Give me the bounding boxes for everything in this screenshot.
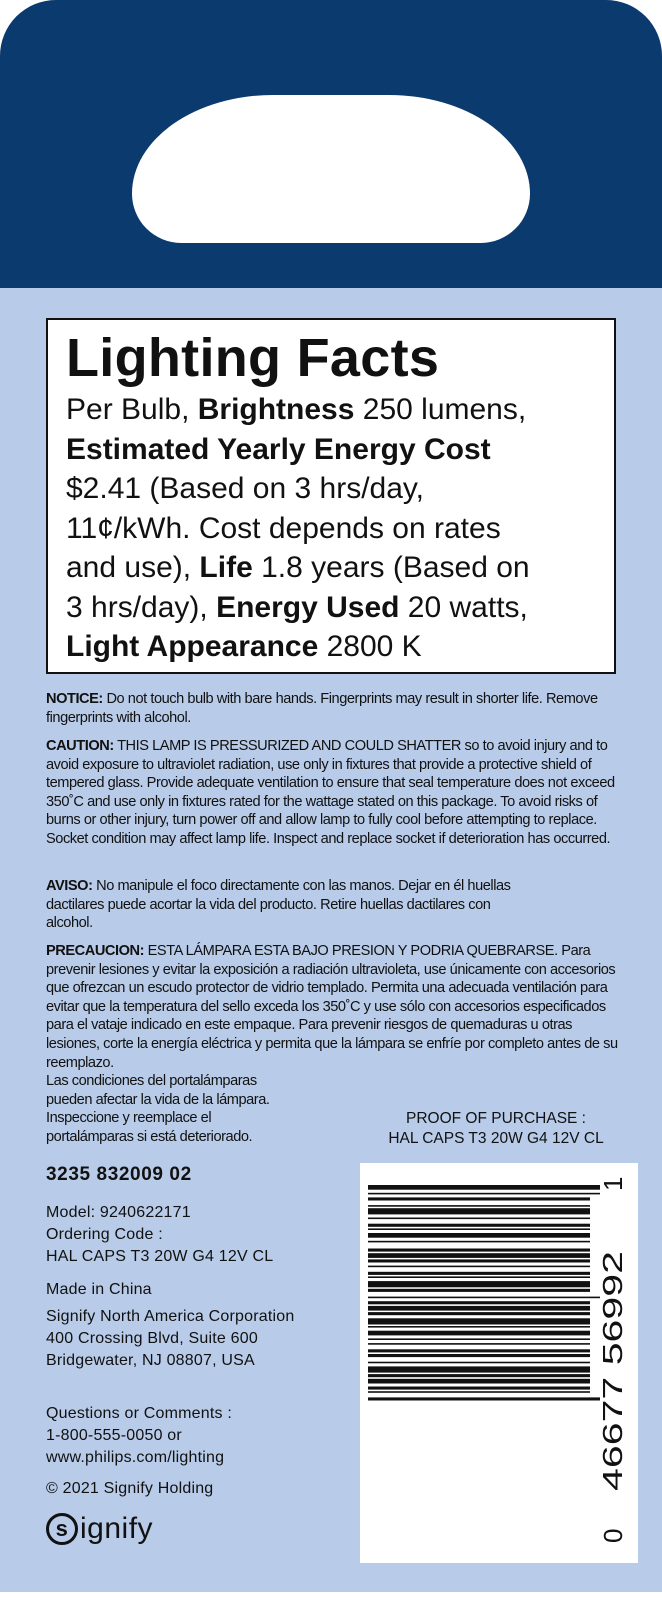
barcode-bar: [368, 1387, 590, 1390]
barcode-bar: [368, 1354, 590, 1357]
precaucion-text: PRECAUCION: ESTA LÁMPARA ESTA BAJO PRESION Y PODRIA QUEBRARSE. Para prevenir lesiones y evitar la exposición a radiación ultravioleta, use únicamente con accesorios que ofrezcan un escudo protector de vidrio templado. Permita una adecuada ventilación para evitar que la temperatura del sello exceda los 350˚C y use sólo con accesorios especificados para el vataje indicado en este empaque. Para prevenir riesgos de quemaduras u otras lesiones, corte la energía eléctrica y permita que la lámpara se enfríe por completo antes de su reemplazo. Las condiciones del portalámparas pueden afectar la vida de la lámpara. Inspeccione y reemplace el portalámparas si está deteriorado.: [46, 943, 618, 1145]
barcode-bar: [368, 1362, 590, 1364]
lighting-facts-box: [46, 318, 616, 674]
barcode-digit-left: 0: [598, 1528, 628, 1543]
barcode-bar: [368, 1233, 590, 1238]
barcode-bar: [368, 1205, 590, 1207]
barcode-bar: [368, 1218, 590, 1220]
lighting-facts-title: Lighting Facts: [66, 328, 440, 388]
barcode-bar: [368, 1297, 600, 1299]
barcode-bar: [368, 1185, 600, 1190]
barcode-bar: [368, 1266, 590, 1268]
barcode-bar: [368, 1391, 590, 1393]
barcode-bar: [368, 1374, 590, 1377]
barcode-bar: [368, 1343, 590, 1345]
barcode-bar: [368, 1224, 590, 1227]
barcode-bar: [368, 1306, 590, 1311]
barcode-bar: [368, 1241, 590, 1243]
barcode-bar: [368, 1318, 590, 1324]
barcode-bar: [368, 1289, 590, 1292]
barcode: [360, 1163, 638, 1563]
barcode-bar: [368, 1197, 590, 1200]
copyright: © 2021 Signify Holding: [46, 1480, 214, 1497]
aviso-text: AVISO: No manipule el foco directamente con las manos. Dejar en él huellas dactilares puede acortar la vida del producto. Retire huellas dactilares con alcohol.: [46, 878, 511, 932]
company-info: Signify North America Corporation 400 Crossing Blvd, Suite 600 Bridgewater, NJ 08807, USA: [46, 1308, 295, 1369]
contact-info: Questions or Comments : 1-800-555-0050 or www.philips.com/lighting: [46, 1403, 232, 1469]
website-link[interactable]: www.philips.com/lighting: [46, 1449, 225, 1466]
barcode-bar: [368, 1366, 590, 1372]
barcode-bars: [360, 1163, 638, 1563]
barcode-digit-right: 1: [598, 1176, 628, 1191]
barcode-bar: [368, 1397, 600, 1400]
barcode-bar: [368, 1312, 590, 1315]
barcode-bar: [368, 1228, 590, 1230]
barcode-bar: [368, 1301, 590, 1304]
barcode-bar: [368, 1326, 590, 1328]
signify-logo-mark: s: [46, 1513, 78, 1545]
barcode-bar: [368, 1331, 590, 1336]
barcode-bar: [368, 1379, 590, 1384]
barcode-bar: [368, 1253, 590, 1258]
signify-logo: s ignify: [46, 1512, 153, 1546]
barcode-bar: [368, 1338, 590, 1340]
barcode-bar: [368, 1281, 590, 1287]
barcode-bar: [368, 1259, 590, 1262]
origin-info: Made in China: [46, 1281, 152, 1298]
barcode-number: 46677 56992: [597, 1327, 628, 1491]
barcode-bar: [368, 1249, 590, 1252]
barcode-bar: [368, 1193, 600, 1195]
barcode-bar: [368, 1208, 590, 1214]
hang-hole: [132, 95, 530, 243]
lighting-facts-body: Per Bulb, Brightness 250 lumens, Estimated Yearly Energy Cost $2.41 (Based on 3 hrs/day, 11¢/kWh. Cost depends on rates and use), Life 1.8 years (Based on 3 hrs/day), Energy Used 20 watts, Light Appearance 2800 K: [66, 393, 530, 663]
caution-text: CAUTION: THIS LAMP IS PRESSURIZED AND COULD SHATTER so to avoid injury and to avoid exposure to ultraviolet radiation, use only in fixtures that provide a protective shield of tempered glass. Provide adequate ventilation to ensure that seal temperature does not exceed 350˚C and use only in fixtures rated for the wattage stated on this package. To avoid risks of burns or other injury, turn power off and allow lamp to fully cool before attempting to replace. Socket condition may affect lamp life. Inspect and replace socket if deterioration has occurred.: [46, 738, 615, 847]
barcode-bar: [368, 1276, 590, 1278]
barcode-bar: [368, 1272, 590, 1275]
sku-number: 3235 832009 02: [46, 1164, 192, 1185]
barcode-bar: [368, 1349, 590, 1352]
notice-text: NOTICE: Do not touch bulb with bare hands. Fingerprints may result in shorter life. Remove fingerprints with alcohol.: [46, 691, 598, 726]
proof-of-purchase: PROOF OF PURCHASE : HAL CAPS T3 20W G4 12V CL: [388, 1110, 604, 1147]
model-info: Model: 9240622171 Ordering Code : HAL CAPS T3 20W G4 12V CL: [46, 1204, 274, 1265]
